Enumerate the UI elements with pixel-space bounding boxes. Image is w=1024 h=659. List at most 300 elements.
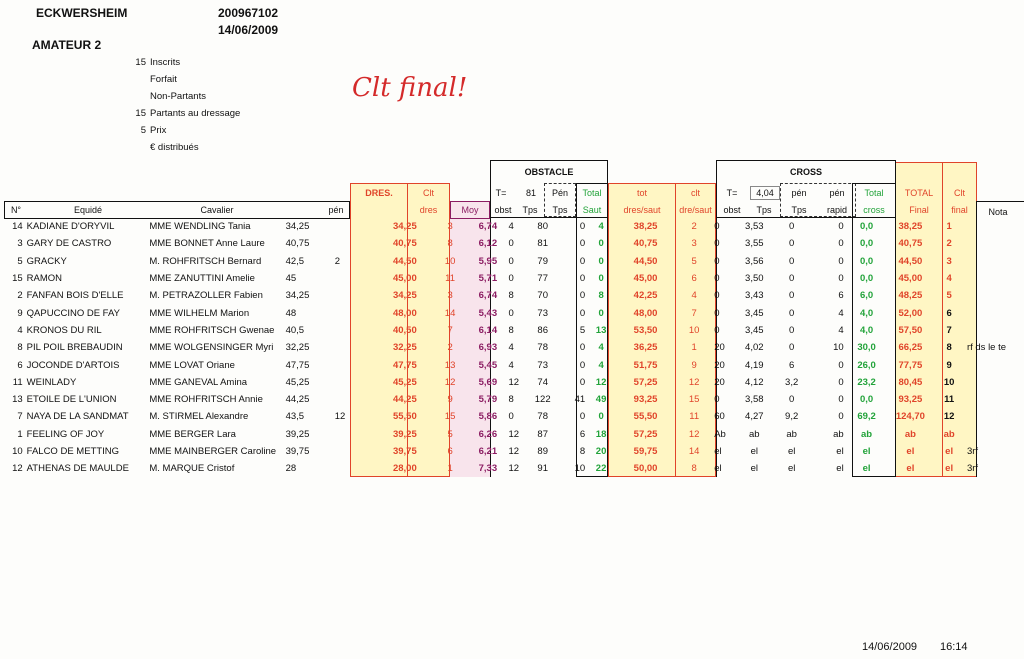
cell-c-rapid: 0 (838, 255, 844, 267)
cell-equide: RAMON (26, 273, 63, 285)
cell-pts: 39,75 (285, 446, 310, 457)
cell-c-obst: 20 (714, 376, 725, 388)
cell-clt-dres: 9 (447, 394, 453, 406)
spacer-cell (353, 218, 379, 235)
stat-label: Partants au dressage (150, 108, 241, 119)
cell-pen (333, 287, 353, 304)
cell-pen-tps: 0 (579, 221, 586, 233)
cell-c-obst: 0 (714, 307, 720, 319)
table-row (6, 322, 1024, 339)
cell-num: 11 (12, 376, 23, 388)
cell-pen (333, 270, 353, 287)
cell-c-tps: 4,02 (745, 342, 764, 354)
cell-clt-dres: 14 (444, 307, 456, 319)
cell-total-saut: 13 (595, 324, 607, 336)
cell-c-tps: 3,45 (745, 307, 764, 319)
cell-total-saut: 18 (595, 428, 607, 440)
cell-c-obst: 0 (714, 394, 720, 406)
header-cross-pen-tps: Tps (791, 205, 807, 215)
cell-tps: 91 (537, 463, 548, 475)
cell-num: 14 (12, 221, 23, 233)
cell-total-cross: 23,2 (857, 376, 876, 388)
cell-nota (965, 322, 1024, 339)
header-dres-saut: dres/saut (623, 205, 661, 215)
cell-cavalier: MME WILHELM Marion (149, 307, 250, 319)
spacer-cell (353, 339, 379, 356)
cell-num: 15 (12, 273, 23, 285)
cell-num: 4 (17, 324, 23, 336)
cell-c-obst: 0 (714, 290, 720, 302)
cell-dres: 32,25 (392, 342, 417, 354)
cell-num: 1 (17, 428, 23, 440)
cell-nota: 3rf (966, 463, 979, 475)
cell-num: 12 (12, 463, 23, 475)
header-cavalier: Cavalier (200, 205, 234, 215)
cell-clt-dres: 3 (447, 221, 453, 233)
cell-cavalier: MME ZANUTTINI Amelie (149, 273, 255, 285)
cell-pts: 28 (285, 463, 297, 475)
cell-dres: 45,25 (392, 376, 417, 388)
cell-clt-dres: 6 (447, 446, 453, 457)
cell-clt-ds: 15 (688, 394, 700, 406)
header-total-saut-2: Saut (582, 205, 602, 215)
cell-pen-tps: 5 (579, 324, 586, 336)
cell-moy: 5,86 (478, 411, 498, 423)
cell-pts: 34,25 (285, 221, 310, 233)
cell-clt-ds: 12 (688, 376, 700, 388)
cell-cavalier: MME GANEVAL Amina (149, 376, 248, 388)
cell-pts: 42,5 (285, 255, 305, 267)
table-row (6, 408, 1024, 425)
cell-total-final: 40,75 (898, 238, 923, 250)
cell-tot: 93,25 (633, 394, 658, 406)
cell-total-final: 48,25 (898, 290, 923, 302)
cell-num: 7 (17, 411, 23, 423)
cell-total-final: el (906, 463, 915, 475)
cell-total-cross: 30,0 (857, 342, 876, 354)
cell-equide: KRONOS DU RIL (26, 324, 102, 336)
cell-total-saut: 49 (595, 394, 607, 406)
header-clt-ds-2: dre/saut (679, 205, 712, 215)
cell-tps: 74 (537, 376, 548, 388)
cell-c-pen: el (787, 463, 796, 475)
table-row (6, 253, 1024, 270)
header-tps: Tps (522, 205, 538, 215)
cell-obst: 12 (508, 446, 520, 457)
cell-c-pen: 0 (789, 255, 795, 267)
cell-c-pen: 3,2 (785, 376, 799, 388)
cell-total-final: 45,00 (898, 273, 923, 285)
spacer-cell (353, 374, 379, 391)
header-total-final-2: Final (909, 205, 929, 215)
cell-pts: 34,25 (285, 290, 310, 302)
table-row (6, 460, 1024, 477)
cell-tps: 81 (537, 238, 548, 250)
cell-dres: 34,25 (392, 290, 417, 302)
cell-tot: 53,50 (633, 324, 658, 336)
cell-nota (965, 304, 1024, 321)
cell-obst: 12 (508, 463, 520, 475)
cell-c-tps: el (750, 446, 758, 457)
cell-total-final: el (906, 446, 915, 457)
cell-equide: QAPUCCINO DE FAY (26, 307, 120, 319)
cell-pen-tps: 0 (579, 376, 586, 388)
cell-c-tps: 3,56 (745, 255, 764, 267)
cell-total-saut: 4 (598, 221, 604, 233)
event-date: 14/06/2009 (218, 23, 279, 37)
cell-pts: 47,75 (285, 359, 310, 371)
header-cross-pen-1: pén (791, 188, 807, 198)
cell-clt-dres: 5 (447, 428, 453, 440)
cell-moy: 6,12 (478, 238, 498, 250)
cell-tot: 48,00 (633, 307, 658, 319)
spacer-cell (353, 408, 379, 425)
cell-tps: 89 (537, 446, 548, 457)
stat-label: Inscrits (150, 57, 181, 68)
table-row (6, 391, 1024, 408)
spacer-cell (353, 356, 379, 373)
table-row (6, 270, 1024, 287)
cell-total-final: 93,25 (898, 394, 923, 406)
cell-pen-tps: 41 (574, 394, 586, 406)
cell-clt-ds: 9 (691, 359, 697, 371)
cell-obst: 12 (508, 376, 520, 388)
cell-c-tps: 3,50 (745, 273, 764, 285)
cell-cavalier: M. MARQUE Cristof (149, 463, 235, 475)
header-clt-ds-1: clt (691, 188, 700, 198)
header-clt-dres-2: dres (419, 205, 438, 215)
header-dres: DRES. (365, 188, 393, 198)
cell-c-tps: ab (749, 428, 760, 440)
cell-clt-ds: 2 (691, 221, 697, 233)
cell-c-rapid: 10 (833, 342, 844, 354)
header-equide: Equidé (73, 205, 103, 215)
cell-pts: 40,5 (285, 324, 305, 336)
spacer-cell (353, 304, 379, 321)
cell-c-rapid: ab (833, 428, 844, 440)
table-row (6, 426, 1024, 443)
cell-total-saut: 0 (598, 411, 604, 423)
cell-clt-final: 10 (943, 376, 955, 388)
cell-c-tps: 3,55 (745, 238, 764, 250)
cell-tot: 42,25 (633, 290, 658, 302)
spacer-cell (353, 322, 379, 339)
cell-pts: 43,5 (285, 411, 305, 423)
cell-dres: 47,75 (392, 359, 417, 371)
cell-total-cross: 4,0 (859, 324, 874, 336)
spacer-cell (353, 426, 379, 443)
cell-nota (965, 408, 1024, 425)
cell-pen (333, 235, 353, 252)
cell-tot: 57,25 (633, 428, 658, 440)
cell-c-pen: 0 (789, 290, 795, 302)
cell-clt-dres: 10 (444, 255, 456, 267)
cell-pen-tps: 10 (574, 463, 586, 475)
cell-total-final: 77,75 (898, 359, 923, 371)
header-t-cross-value: 4,04 (750, 186, 780, 200)
cell-total-cross: 0,0 (859, 221, 874, 233)
cell-tps: 80 (537, 221, 548, 233)
cell-nota (965, 287, 1024, 304)
cell-clt-ds: 4 (691, 290, 697, 302)
cell-clt-final: 1 (946, 221, 952, 233)
cell-pen-tps: 0 (579, 411, 586, 423)
cell-pen-tps: 0 (579, 359, 586, 371)
cell-tps: 73 (537, 307, 548, 319)
cell-clt-final: el (945, 446, 954, 457)
cell-nota (965, 426, 1024, 443)
cell-obst: 4 (508, 221, 514, 233)
stat-value: 5 (140, 125, 146, 136)
cell-equide: WEINLADY (26, 376, 77, 388)
cell-nota (965, 218, 1024, 235)
cell-dres: 45,00 (392, 273, 417, 285)
cell-total-cross: 0,0 (859, 255, 874, 267)
cell-moy: 5,71 (478, 273, 498, 285)
cell-dres: 28,00 (392, 463, 417, 475)
cell-c-tps: 4,27 (745, 411, 764, 423)
cell-cavalier: M. PETRAZOLLER Fabien (149, 290, 263, 302)
cell-nota (965, 235, 1024, 252)
cell-cavalier: MME ROHFRITSCH Gwenae (149, 324, 275, 336)
cell-nota (965, 270, 1024, 287)
cell-c-tps: 3,43 (745, 290, 764, 302)
cell-equide: GRACKY (26, 255, 67, 267)
cell-cavalier: MME MAINBERGER Caroline (149, 446, 277, 457)
cell-pen (333, 443, 353, 460)
cell-c-tps: el (750, 463, 758, 475)
cell-num: 9 (17, 307, 23, 319)
cell-moy: 6,21 (478, 446, 498, 457)
cell-clt-ds: 3 (691, 238, 697, 250)
cell-clt-final: 8 (946, 342, 952, 354)
spacer-cell (353, 235, 379, 252)
cell-moy: 5,95 (478, 255, 498, 267)
cell-c-obst: 0 (714, 273, 720, 285)
cell-clt-dres: 11 (445, 273, 456, 285)
stat-label: Prix (150, 125, 167, 136)
cell-dres: 48,00 (392, 307, 417, 319)
cell-clt-ds: 6 (691, 273, 697, 285)
cell-num: 3 (17, 238, 23, 250)
cell-obst: 8 (508, 394, 514, 406)
cell-obst: 0 (508, 307, 514, 319)
cell-total-cross: 26,0 (857, 359, 876, 371)
cell-pts: 44,25 (285, 394, 310, 406)
event-code: 200967102 (218, 6, 279, 20)
cell-total-saut: 8 (598, 290, 604, 302)
cell-cavalier: MME LOVAT Oriane (149, 359, 235, 371)
cell-equide: NAYA DE LA SANDMAT (26, 411, 129, 423)
cell-clt-final: 7 (946, 324, 952, 336)
cell-nota: rf ds le te (966, 342, 1007, 354)
cell-num: 2 (17, 290, 23, 302)
cell-total-final: 124,70 (895, 411, 925, 423)
cell-equide: PIL POIL BREBAUDIN (26, 342, 123, 354)
cell-clt-final: el (945, 463, 954, 475)
cell-total-cross: 6,0 (859, 290, 874, 302)
cell-equide: FALCO DE METTING (26, 446, 120, 457)
cell-cavalier: MME ROHFRITSCH Annie (149, 394, 263, 406)
header-moy: Moy (461, 205, 479, 215)
cell-pts: 45 (285, 273, 297, 285)
cell-pen: 2 (334, 255, 340, 267)
cell-pen (333, 322, 353, 339)
cell-c-rapid: el (836, 463, 844, 475)
cell-c-obst: el (714, 463, 722, 475)
cell-clt-ds: 11 (689, 411, 700, 423)
table-row (6, 287, 1024, 304)
cell-tot: 44,50 (633, 255, 658, 267)
cell-tps: 87 (537, 428, 548, 440)
header-pen: pén (328, 205, 344, 215)
cell-tps: 122 (534, 394, 551, 406)
cell-tot: 40,75 (633, 238, 658, 250)
header-total-cross-1: Total (864, 188, 884, 198)
cell-total-cross: 0,0 (859, 394, 874, 406)
cell-pen (333, 304, 353, 321)
header-tot: tot (636, 188, 647, 198)
spacer-cell (353, 253, 379, 270)
cell-pen-tps: 0 (579, 342, 586, 354)
cell-pen-tps: 8 (579, 446, 586, 457)
cell-clt-dres: 7 (447, 324, 453, 336)
cell-pen (333, 339, 353, 356)
cell-pts: 48 (285, 307, 297, 319)
cell-c-rapid: 0 (838, 411, 844, 423)
cell-total-cross: el (862, 463, 871, 475)
stat-value: 15 (135, 108, 146, 119)
header-total-saut-1: Total (582, 188, 602, 198)
cell-pen (333, 426, 353, 443)
stat-label: € distribués (150, 142, 199, 153)
cell-clt-final: ab (943, 428, 955, 440)
cell-num: 6 (17, 359, 23, 371)
header-t-obstacle-label: T= (495, 188, 507, 198)
cell-obst: 8 (508, 324, 514, 336)
header-num: N° (10, 205, 22, 215)
cell-c-rapid: 4 (838, 307, 844, 319)
cell-clt-dres: 2 (447, 342, 453, 354)
cell-tot: 57,25 (633, 376, 658, 388)
cell-obst: 0 (508, 238, 514, 250)
cell-c-pen: 0 (789, 394, 795, 406)
cell-total-cross: 0,0 (859, 273, 874, 285)
cell-total-saut: 4 (598, 342, 604, 354)
cell-c-tps: 3,53 (745, 221, 764, 233)
cell-moy: 5,43 (478, 307, 498, 319)
cell-dres: 40,50 (392, 324, 417, 336)
cell-pen (333, 218, 353, 235)
cell-pen (333, 356, 353, 373)
cell-pts: 40,75 (285, 238, 310, 250)
cell-pen (333, 391, 353, 408)
cell-c-obst: 0 (714, 238, 720, 250)
cell-equide: JOCONDE D'ARTOIS (26, 359, 120, 371)
table-row (6, 356, 1024, 373)
cell-total-cross: 4,0 (859, 307, 874, 319)
header-pen-tps: Tps (552, 205, 568, 215)
cell-moy: 6,26 (478, 428, 498, 440)
cell-clt-final: 2 (946, 238, 952, 250)
cell-clt-dres: 8 (447, 238, 453, 250)
event-category: AMATEUR 2 (32, 38, 102, 52)
cell-pen-tps: 6 (579, 428, 586, 440)
cell-clt-final: 5 (946, 290, 952, 302)
cell-c-tps: 3,45 (745, 324, 764, 336)
cell-c-tps: 3,58 (745, 394, 764, 406)
cell-total-saut: 0 (598, 307, 604, 319)
cell-clt-ds: 8 (691, 463, 697, 475)
cell-c-obst: 20 (714, 342, 725, 354)
cell-c-pen: 0 (789, 221, 795, 233)
cell-dres: 39,75 (392, 446, 417, 457)
cell-c-pen: 0 (789, 307, 795, 319)
cell-total-final: 52,00 (898, 307, 923, 319)
header-clt-dres-1: Clt (423, 188, 434, 198)
cell-moy: 6,14 (478, 324, 498, 336)
table-row (6, 218, 1024, 235)
cell-tot: 55,50 (633, 411, 658, 423)
cell-pts: 39,25 (285, 428, 310, 440)
cell-moy: 6,93 (478, 342, 498, 354)
cell-clt-final: 12 (943, 411, 955, 423)
table-row (6, 339, 1024, 356)
header-obstacle: OBSTACLE (524, 167, 574, 177)
cell-c-pen: 0 (789, 238, 795, 250)
header-total-cross-2: cross (863, 205, 885, 215)
cell-obst: 4 (508, 359, 514, 371)
cell-clt-dres: 12 (444, 376, 456, 388)
cell-c-pen: 6 (789, 359, 795, 371)
cell-c-tps: 4,12 (745, 376, 764, 388)
cell-dres: 34,25 (392, 221, 417, 233)
cell-clt-final: 6 (946, 307, 952, 319)
cell-moy: 5,69 (478, 376, 498, 388)
cell-clt-final: 9 (946, 359, 952, 371)
cell-num: 5 (17, 255, 23, 267)
cell-c-obst: 0 (714, 255, 720, 267)
cell-pen-tps: 0 (579, 307, 586, 319)
cell-pen: 12 (334, 411, 346, 423)
stat-value: 15 (135, 57, 146, 68)
cell-total-saut: 12 (595, 376, 607, 388)
cell-total-final: 57,50 (898, 324, 923, 336)
spacer-cell (353, 391, 379, 408)
cell-dres: 44,50 (392, 255, 417, 267)
cell-nota: 3rf (966, 446, 979, 457)
cell-total-saut: 4 (598, 359, 604, 371)
cell-total-saut: 20 (595, 446, 607, 457)
cell-cavalier: MME WOLGENSINGER Myri (149, 342, 274, 354)
results-table (6, 218, 1024, 477)
cell-equide: KADIANE D'ORYVIL (26, 221, 115, 233)
cell-cavalier: MME WENDLING Tania (149, 221, 251, 233)
cell-c-rapid: 6 (838, 290, 844, 302)
cell-nota (965, 356, 1024, 373)
header-t-obstacle-value: 81 (525, 188, 536, 198)
cell-pts: 32,25 (285, 342, 310, 354)
header-cross-tps: Tps (756, 205, 772, 215)
cell-c-obst: Ab (714, 428, 726, 440)
cell-total-final: 38,25 (898, 221, 923, 233)
header-obstacle-pen: Pén (551, 188, 568, 198)
cell-pen-tps: 0 (579, 273, 586, 285)
table-row (6, 304, 1024, 321)
cell-obst: 8 (508, 290, 514, 302)
cell-clt-ds: 5 (691, 255, 697, 267)
cell-total-final: 80,45 (898, 376, 923, 388)
